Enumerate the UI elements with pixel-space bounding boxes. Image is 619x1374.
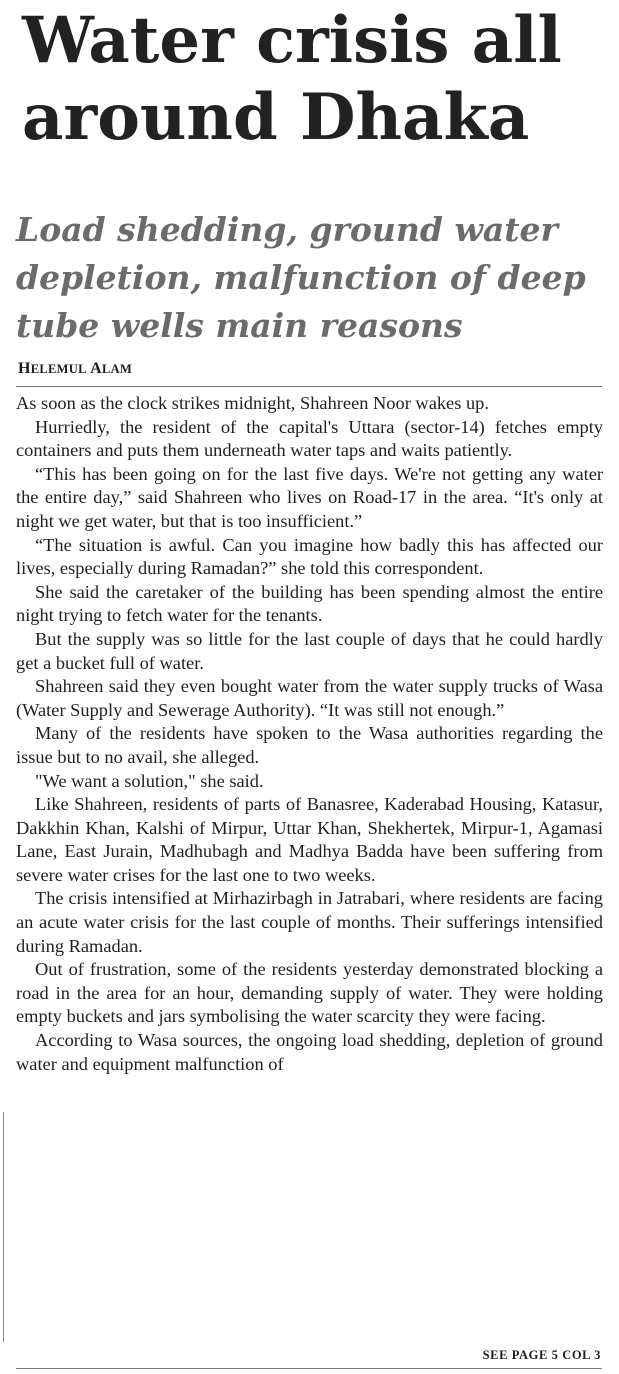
subheadline: Load shedding, ground water depletion, malfunction of deep tube wells main reasons — [16, 210, 586, 345]
paragraph: Like Shahreen, residents of parts of Banasree, Kaderabad Housing, Katasur, Dakkhin Khan, Kalshi of Mirpur, Uttar Khan, Shekhertek, Mirpur-1, Agamasi Lane, East Jurain, Madhubagh and Madhya Badda have been suffering from severe water crises for the last one to two weeks. — [16, 794, 603, 885]
byline — [18, 360, 132, 378]
paragraph: "We want a solution," she said. — [35, 770, 264, 791]
byline-rest-first: ELEMUL — [30, 362, 87, 376]
continued-jump-line[interactable]: SEE PAGE 5 COL 3 — [482, 1348, 601, 1362]
paragraph: “This has been going on for the last five days. We're not getting any water the entire day,” said Shahreen who lives on Road-17 in the area. “It's only at night we get water, but that is too insufficient.” — [16, 463, 603, 531]
bottom-rule — [16, 1368, 602, 1369]
paragraph: The crisis intensified at Mirhazirbagh in Jatrabari, where residents are facing an acute water crisis for the last couple of months. Their sufferings intensified during Ramadan. — [16, 888, 603, 956]
top-rule — [16, 386, 602, 387]
paragraph: Shahreen said they even bought water from the water supply trucks of Wasa (Water Supply and Sewerage Authority). “It was still not enough.” — [16, 676, 603, 720]
paragraph: According to Wasa sources, the ongoing load shedding, depletion of ground water and equipment malfunction of — [16, 1030, 603, 1074]
paragraph: As soon as the clock strikes midnight, Shahreen Noor wakes up. — [16, 393, 489, 413]
paragraph: She said the caretaker of the building has been spending almost the entire night trying to fetch water for the tenants. — [16, 581, 603, 626]
byline-initial-first: H — [18, 360, 31, 377]
paragraph: Out of frustration, some of the residents yesterday demonstrated blocking a road in the area for an hour, demanding supply of water. They were holding empty buckets and jars symbolising the water scarcity they were facing. — [16, 959, 603, 1027]
paragraph: “The situation is awful. Can you imagine how badly this has affected our lives, especially during Ramadan?” she told this correspondent. — [16, 534, 603, 579]
paragraph: Many of the residents have spoken to the Wasa authorities regarding the issue but to no avail, she alleged. — [16, 723, 603, 767]
paragraph: But the supply was so little for the last couple of days that he could hardly get a bucket full of water. — [16, 628, 603, 673]
article-body — [16, 392, 603, 1076]
headline: Water crisis all around Dhaka — [22, 3, 562, 155]
byline-initial-last: A — [90, 360, 103, 377]
paragraph: Hurriedly, the resident of the capital's Uttara (sector-14) fetches empty containers and puts them underneath water taps and waits patiently. — [16, 416, 603, 461]
column-side-rule — [3, 1112, 4, 1342]
byline-rest-last: LAM — [102, 362, 133, 376]
